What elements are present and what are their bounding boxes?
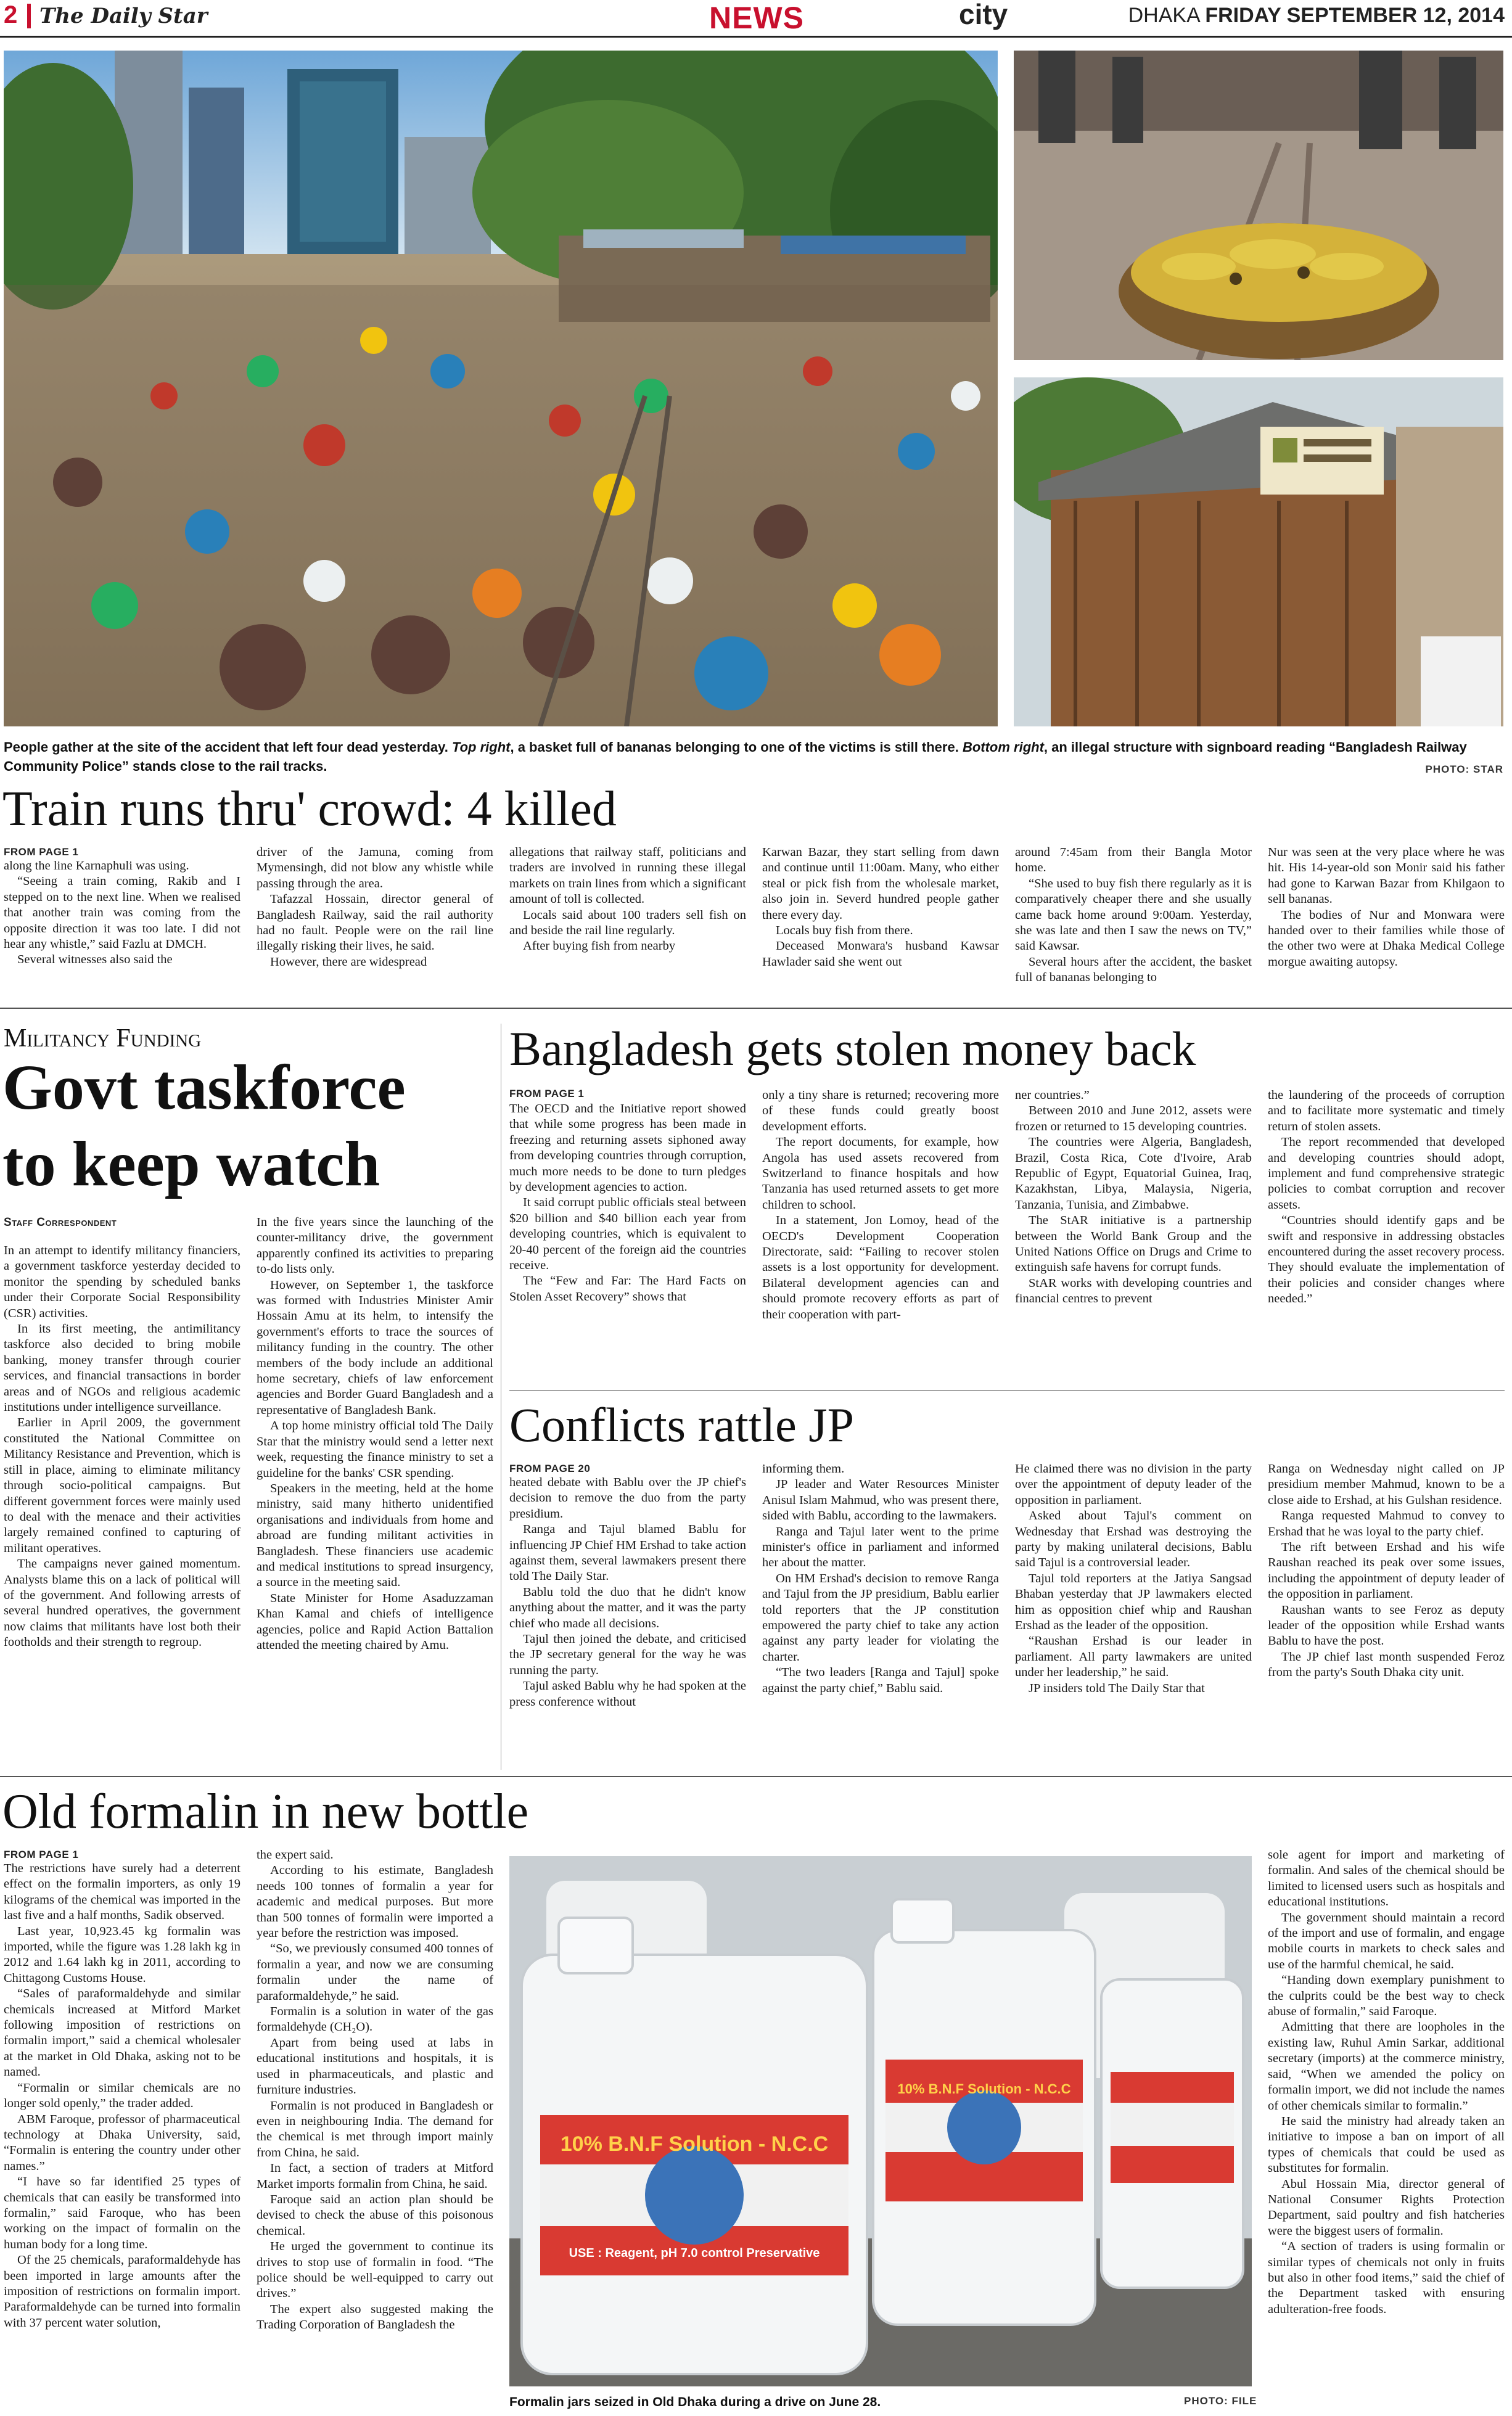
militancy-kicker: Militancy Funding: [4, 1024, 202, 1053]
section-divider: [0, 1776, 1512, 1777]
article-paragraph: Bablu told the duo that he didn't know anything about the matter, and it was the party chief who made all decisions.: [509, 1585, 746, 1630]
article-paragraph: Several hours after the accident, the basket full of bananas belonging to: [1015, 955, 1252, 985]
article-paragraph: ner countries.”: [1015, 1088, 1090, 1102]
formalin-col-1: [4, 1861, 240, 2411]
caption-part: Bottom right: [962, 739, 1044, 755]
article-paragraph: “Countries should identify gaps and be swift and responsive in addressing obstacles encountered during the asset recovery process. They should evaluate the implementation of their policies and consider changes where needed.”: [1268, 1214, 1505, 1306]
article-paragraph: “Handing down exemplary punishment to the culprits could be the best way to check abuse of formalin,” said Faroque.: [1268, 1973, 1505, 2019]
dateline: [1128, 4, 1505, 28]
article-paragraph: informing them.: [762, 1462, 845, 1476]
money-from-page: FROM PAGE 1: [509, 1088, 585, 1099]
article-paragraph: In an attempt to identify militancy financiers, a government taskforce yesterday decided to monitor the spending by scheduled banks under their Corporate Social Responsibility (CSR) activities.: [4, 1244, 240, 1320]
article-paragraph: Admitting that there are loopholes in the existing law, Ruhul Amin Sarkar, additional secretary (imports) at the commerce ministry, said, “When we amended the policy on formalin import, we did not include the names of other chemicals similar to formalin.”: [1268, 2020, 1505, 2113]
caption-part: , a basket full of bananas belonging to one of the victims is still there.: [510, 739, 963, 755]
article-paragraph: In fact, a section of traders at Mitford Market imports formalin from China, he said.: [257, 2161, 493, 2191]
caption-part: Top right: [451, 739, 511, 755]
article-paragraph: heated debate with Bablu over the JP chief's decision to remove the duo from the party presidium.: [509, 1476, 746, 1521]
article-paragraph: “A section of traders is using formalin or similar types of chemicals not only in fruits but also in other food items,” said the chief of the Department tasked with ensuring adulteration-free foods.: [1268, 2240, 1505, 2316]
money-col-1: [509, 1101, 746, 1379]
article-paragraph: State Minister for Home Asaduzzaman Khan Kamal and chiefs of intelligence agencies, police and Rapid Action Battalion attended the meeting chaired by Amu.: [257, 1591, 493, 1652]
article-paragraph: The StAR initiative is a partnership between the World Bank Group and the United Nations Office on Drugs and Crime to extinguish safe havens for corrupt funds.: [1015, 1214, 1252, 1275]
article-paragraph: The bodies of Nur and Monwara were handed over to their families while those of the other two were at Dhaka Medical College morgue awaiting autopsy.: [1268, 908, 1505, 969]
formalin-col-2: [257, 1847, 493, 2411]
article-paragraph: However, there are widespread: [270, 955, 427, 969]
article-paragraph: Ranga requested Mahmud to convey to Ershad that he was loyal to the party chief.: [1268, 1509, 1505, 1539]
militancy-headline-line-1: Govt taskforce: [2, 1052, 406, 1123]
article-paragraph: “Formalin or similar chemicals are no longer sold openly,” the trader added.: [4, 2081, 240, 2111]
article-paragraph: On HM Ershad's decision to remove Ranga and Tajul from the JP presidium, Bablu earlier told reporters that the JP constitution empowered the party chief to take any action against any party leader for violating the charter.: [762, 1571, 999, 1664]
article-paragraph: The OECD and the Initiative report showed that while some progress has been made in freezing and returning assets siphoned away from developing countries through corruption, much more needs to be done to turn pledges by development agencies to action.: [509, 1102, 746, 1194]
formalin-photo: [509, 1856, 1252, 2386]
article-paragraph: the expert said.: [257, 1848, 334, 1862]
train-col-3: [509, 845, 746, 993]
article-paragraph: allegations that railway staff, politicians and traders are involved in running these illegal markets on train lines from which a significant amount of toll is collected.: [509, 845, 746, 906]
article-paragraph: StAR works with developing countries and financial centres to prevent: [1015, 1276, 1252, 1306]
article-paragraph: However, on September 1, the taskforce was formed with Industries Minister Amir Hossain Amu at its helm, to intensify the government's efforts to trace the sources of militancy funding in the country. The other members of the body include an additional home secretary, chiefs of law enforcement agencies and Border Guard Bangladesh and a representative of Bangladesh Bank.: [257, 1278, 493, 1417]
article-paragraph: He urged the government to continue its drives to stop use of formalin in food. “The police should be well-equipped to carry out drives.”: [257, 2240, 493, 2301]
article-paragraph: The report recommended that developed and developing countries should adopt, implement and fund comprehensive strategic policies to combat corruption and recover assets.: [1268, 1135, 1505, 1212]
article-paragraph: The report documents, for example, how Angola has used assets recovered from Switzerland to finance hospitals and how Tanzania has used returned assets to get more children to school.: [762, 1135, 999, 1212]
caption-part: People gather at the site of the accident that left four dead yesterday.: [4, 739, 452, 755]
article-paragraph: JP insiders told The Daily Star that: [1029, 1681, 1205, 1695]
train-headline: Train runs thru' crowd: 4 killed: [2, 782, 617, 836]
article-paragraph: “Seeing a train coming, Rakib and I stepped on to the next line. When we realised that another train was coming from the opposite direction it was too late. I did not hear any whistle,” said Fazlu at DMCH.: [4, 874, 240, 951]
article-paragraph: According to his estimate, Bangladesh needs 100 tonnes of formalin a year for academic and medical purposes. But more than 500 tonnes of formalin were imported a year before the restriction was imposed.: [257, 1863, 493, 1941]
militancy-col-1: [4, 1243, 240, 1767]
article-paragraph: The JP chief last month suspended Feroz from the party's South Dhaka city unit.: [1268, 1650, 1505, 1680]
article-paragraph: Locals buy fish from there.: [776, 924, 913, 938]
train-from-page: FROM PAGE 1: [4, 846, 79, 858]
article-paragraph: the laundering of the proceeds of corruption and to facilitate more systematic and timely return of stolen assets.: [1268, 1088, 1505, 1133]
article-paragraph: Faroque said an action plan should be devised to check the abuse of this poisonous chemical.: [257, 2192, 493, 2238]
article-paragraph: It said corrupt public officials steal between $20 billion and $40 billion each year from developing countries, which is equivalent to 20-40 percent of the foreign aid the countries receive.: [509, 1196, 746, 1273]
article-paragraph: Apart from being used at labs in educational institutions and hospitals, it is used in pharmaceuticals, and plastic and furniture industries.: [257, 2036, 493, 2097]
article-paragraph: “Sales of paraformaldehyde and similar chemicals increased at Mitford Market following imposition of restrictions on formalin import,” said a chemical wholesaler at the market in Old Dhaka, asking not to be named.: [4, 1987, 240, 2079]
article-paragraph: Earlier in April 2009, the government constituted the National Committee on Militancy Resistance and Prevention, which is still in place, aiming to eliminate militancy through socio-political campaigns. But different government forces were mainly used to deal with the menace and their activities largely remained confined to capturing of militant operatives.: [4, 1416, 240, 1555]
paper-name: The Daily Star: [39, 4, 208, 28]
article-paragraph: The expert also suggested making the Trading Corporation of Bangladesh the: [257, 2302, 493, 2332]
article-paragraph: only a tiny share is returned; recovering more of these funds could greatly boost development efforts.: [762, 1088, 999, 1133]
article-paragraph: Tajul then joined the debate, and criticised the JP secretary general for the way he was running the party.: [509, 1632, 746, 1677]
train-col-1: [4, 858, 240, 993]
article-paragraph: He claimed there was no division in the party over the appointment of deputy leader of the opposition in parliament.: [1015, 1462, 1252, 1507]
article-paragraph: Formalin is not produced in Bangladesh or even in neighbouring India. The demand for the chemical is met through import mainly from China, he said.: [257, 2098, 493, 2159]
formalin-jar: [873, 1899, 1095, 2325]
article-paragraph: The rift between Ershad and his wife Raushan reached its peak over some issues, including the appointment of deputy leader of the opposition in parliament.: [1268, 1540, 1505, 1601]
article-paragraph: sole agent for import and marketing of formalin. And sales of the chemical should be limited to licensed users such as hospitals and educational institutions.: [1268, 1848, 1505, 1909]
jar-sub-text: USE : Reagent, pH 7.0 control Preservative: [569, 2246, 820, 2260]
article-paragraph: “I have so far identified 25 types of chemicals that can easily be transformed into formalin,” said Faroque, who has been working on the impact of formalin on the human body for a long time.: [4, 2175, 240, 2251]
article-paragraph: driver of the Jamuna, coming from Mymensingh, did not blow any whistle while passing through the area.: [257, 845, 493, 890]
jp-col-3: [1015, 1461, 1252, 1769]
article-paragraph: along the line Karnaphuli was using.: [4, 859, 189, 873]
structure-photo-illustration: [1014, 377, 1503, 726]
story-divider: [509, 1390, 1505, 1391]
article-paragraph: JP leader and Water Resources Minister Anisul Islam Mahmud, who was present there, sided with Bablu, according to the lawmakers.: [762, 1477, 999, 1523]
money-col-2: [762, 1088, 999, 1379]
article-paragraph: Raushan wants to see Feroz as deputy leader of the opposition while Ershad wants Bablu to have the post.: [1268, 1603, 1505, 1648]
article-paragraph: The government should maintain a record of the import and use of formalin, and engage mobile courts in markets to check sales and use of the harmful chemical, he said.: [1268, 1910, 1505, 1971]
jp-col-4: [1268, 1461, 1505, 1769]
main-photo: [4, 51, 998, 726]
article-paragraph: A top home ministry official told The Daily Star that the ministry would send a letter next week, requesting the finance ministry to set a guideline for the banks' CSR spending.: [257, 1419, 493, 1480]
article-paragraph: “She used to buy fish there regularly as it is comparatively cheaper there and she usually came back home around 9:00am. Yesterday, she was late and then I saw the news on TV,” said Kawsar.: [1015, 876, 1252, 953]
jp-from-page: FROM PAGE 20: [509, 1463, 591, 1474]
jp-headline: Conflicts rattle JP: [509, 1398, 854, 1452]
formalin-photo-caption: Formalin jars seized in Old Dhaka during a drive on June 28.: [509, 2395, 881, 2409]
train-col-2: [257, 845, 493, 993]
article-paragraph: After buying fish from nearby: [523, 939, 676, 953]
article-paragraph: Between 2010 and June 2012, assets were frozen or returned to 15 developing countries.: [1015, 1104, 1252, 1133]
article-paragraph: Deceased Monwara's husband Kawsar Hawlader said she went out: [762, 939, 999, 969]
militancy-byline: Staff Correspondent: [4, 1216, 117, 1229]
article-paragraph: The restrictions have surely had a deterrent effect on the formalin importers, as only 19 kilograms of the chemical was imported in the last five and a half months, Sadik observed.: [4, 1862, 240, 1923]
bananas-photo: [1014, 51, 1503, 360]
article-paragraph: Of the 25 chemicals, paraformaldehyde has been imported in large amounts after the imposition of restrictions on formalin import. Paraformaldehyde can be turned into formalin with 37 percent water solution,: [4, 2253, 240, 2330]
money-headline: Bangladesh gets stolen money back: [509, 1022, 1196, 1075]
article-paragraph: Tafazzal Hossain, director general of Bangladesh Railway, said the rail authority had no fault. People were on the rail line illegally risking their lives, he said.: [257, 892, 493, 953]
article-paragraph: Karwan Bazar, they start selling from dawn and continue until 11:00am. Many, who either steal or pick fish from the wholesale market, also join in. Severd hundred people gather there every day.: [762, 845, 999, 922]
jar-label-text: 10% B.N.F Solution - N.C.C: [897, 2081, 1071, 2097]
article-paragraph: ABM Faroque, professor of pharmaceutical technology at Dhaka University, said, “Formalin is entering the country under other names.”: [4, 2112, 240, 2173]
crowd-photo-illustration: [4, 51, 998, 726]
article-paragraph: around 7:45am from their Bangla Motor home.: [1015, 845, 1252, 875]
formalin-from-page: FROM PAGE 1: [4, 1849, 79, 1860]
page-number: 2: [4, 1, 18, 28]
article-paragraph: In its first meeting, the antimilitancy taskforce also decided to bring mobile banking, money transfer through courier services, and financial transactions in border areas and of NGOs and religious academic institutions under intelligence surveillance.: [4, 1322, 240, 1415]
formalin-col-3: [1268, 1847, 1505, 2411]
article-paragraph: Asked about Tajul's comment on Wednesday that Ershad was destroying the party by making unilateral decisions, Bablu said Tajul is a controversial leader.: [1015, 1509, 1252, 1570]
subsection-label: city: [959, 0, 1008, 30]
article-paragraph: He said the ministry had already taken an initiative to impose a ban on import of all types of chemicals that could be used as substitutes for formalin.: [1268, 2114, 1505, 2176]
section-divider: [0, 1008, 1512, 1009]
masthead: [0, 0, 1512, 38]
article-paragraph: Formalin is a solution in water of the gas formaldehyde (CH₂O).: [257, 2005, 493, 2034]
caption-part: , an illegal structure with signboard reading “Bangladesh Railway Community Police” stands close to the rail tracks.: [4, 739, 1467, 774]
formalin-headline: Old formalin in new bottle: [2, 1785, 529, 1839]
article-paragraph: Tajul told reporters at the Jatiya Sangsad Bhaban yesterday that JP lawmakers elected him as opposition chief whip and Raushan Ershad as the leader of the opposition.: [1015, 1571, 1252, 1633]
article-paragraph: Nur was seen at the very place where he was hit. His 14-year-old son Monir said his father had gone to Karwan Bazar from Khilgaon to sell bananas.: [1268, 845, 1505, 906]
article-paragraph: “So, we previously consumed 400 tonnes of formalin a year, and now we are consuming formalin under the name of paraformaldehyde,” he said.: [257, 1942, 493, 2003]
article-paragraph: Ranga and Tajul blamed Bablu for influencing JP Chief HM Ershad to take action against them, several lawmakers present there told The Daily Star.: [509, 1522, 746, 1584]
article-paragraph: Ranga and Tajul later went to the prime minister's office in parliament and informed her about the matter.: [762, 1524, 999, 1570]
article-paragraph: The countries were Algeria, Bangladesh, Brazil, Costa Rica, Cote d'Ivoire, Arab Republic of Egypt, Equatorial Guinea, Iraq, Kazakhstan, Libya, Malaysia, Nigeria, Tanzania, Tunisia, and Zimbabwe.: [1015, 1135, 1252, 1212]
formalin-jar: [522, 1918, 867, 2374]
jp-col-1: [509, 1475, 746, 1769]
formalin-photo-credit: PHOTO: FILE: [1184, 2395, 1257, 2407]
article-paragraph: Abul Hossain Mia, director general of National Consumer Rights Protection Department, said poultry and fish hatcheries were the biggest users of formalin.: [1268, 2177, 1505, 2238]
dateline-date: FRIDAY SEPTEMBER 12, 2014: [1205, 4, 1505, 27]
train-col-5: [1015, 845, 1252, 993]
article-paragraph: The campaigns never gained momentum. Analysts blame this on a lack of political will of the government. And following arrests of several hundred operatives, the government now claims that militants have lost both their footholds and their strength to regroup.: [4, 1557, 240, 1650]
article-paragraph: Several witnesses also said the: [17, 953, 173, 967]
train-col-4: [762, 845, 999, 993]
structure-photo: [1014, 377, 1503, 726]
top-photo-credit: PHOTO: STAR: [1425, 763, 1503, 775]
section-label: NEWS: [709, 1, 804, 35]
formalin-jars-illustration: [509, 1856, 1252, 2386]
formalin-jar: [1101, 1979, 1243, 2288]
jar-label-text: 10% B.N.F Solution - N.C.C: [560, 2132, 829, 2156]
article-paragraph: Tajul asked Bablu why he had spoken at the press conference without: [509, 1679, 746, 1709]
dateline-city: DHAKA: [1128, 4, 1206, 27]
article-paragraph: Last year, 10,923.45 kg formalin was imported, while the figure was 1.28 lakh kg in 2012 and 1.64 lakh kg in 2011, according to Chittagong Customs House.: [4, 1924, 240, 1985]
money-col-4: [1268, 1088, 1505, 1379]
money-col-3: [1015, 1088, 1252, 1379]
article-paragraph: Speakers in the meeting, held at the home ministry, said many hitherto unidentified organisations and individuals from home and abroad are funding militant activities in Bangladesh. These financiers use academic and medical institutions to spread insurgency, a source in the meeting said.: [257, 1481, 493, 1590]
article-paragraph: Locals said about 100 traders sell fish on and beside the rail line regularly.: [509, 908, 746, 938]
article-paragraph: In the five years since the launching of the counter-militancy drive, the government apparently confined its activities to preparing to-do lists only.: [257, 1215, 493, 1276]
jp-col-2: [762, 1461, 999, 1769]
bananas-photo-illustration: [1014, 51, 1503, 360]
article-paragraph: In a statement, Jon Lomoy, head of the OECD's Development Cooperation Directorate, said: “Failing to recover stolen assets is a lost opportunity for development. Bilateral development agencies can and should promote recovery efforts as part of their cooperation with part-: [762, 1214, 999, 1321]
article-paragraph: “The two leaders [Ranga and Tajul] spoke against the party chief,” Bablu said.: [762, 1666, 999, 1695]
article-paragraph: The “Few and Far: The Hard Facts on Stolen Asset Recovery” shows that: [509, 1274, 746, 1304]
article-paragraph: Ranga on Wednesday night called on JP presidium member Mahmud, known to be a close aide to Ershad, at his Gulshan residence.: [1268, 1462, 1505, 1507]
militancy-headline-line-2: to keep watch: [2, 1128, 380, 1199]
article-paragraph: “Raushan Ershad is our leader in parliament. All party lawmakers are united under her leadership,” he said.: [1015, 1634, 1252, 1680]
train-col-6: [1268, 845, 1505, 993]
top-photo-caption: [4, 738, 1496, 776]
militancy-col-2: [257, 1215, 493, 1767]
page-number-bar: [27, 4, 31, 28]
